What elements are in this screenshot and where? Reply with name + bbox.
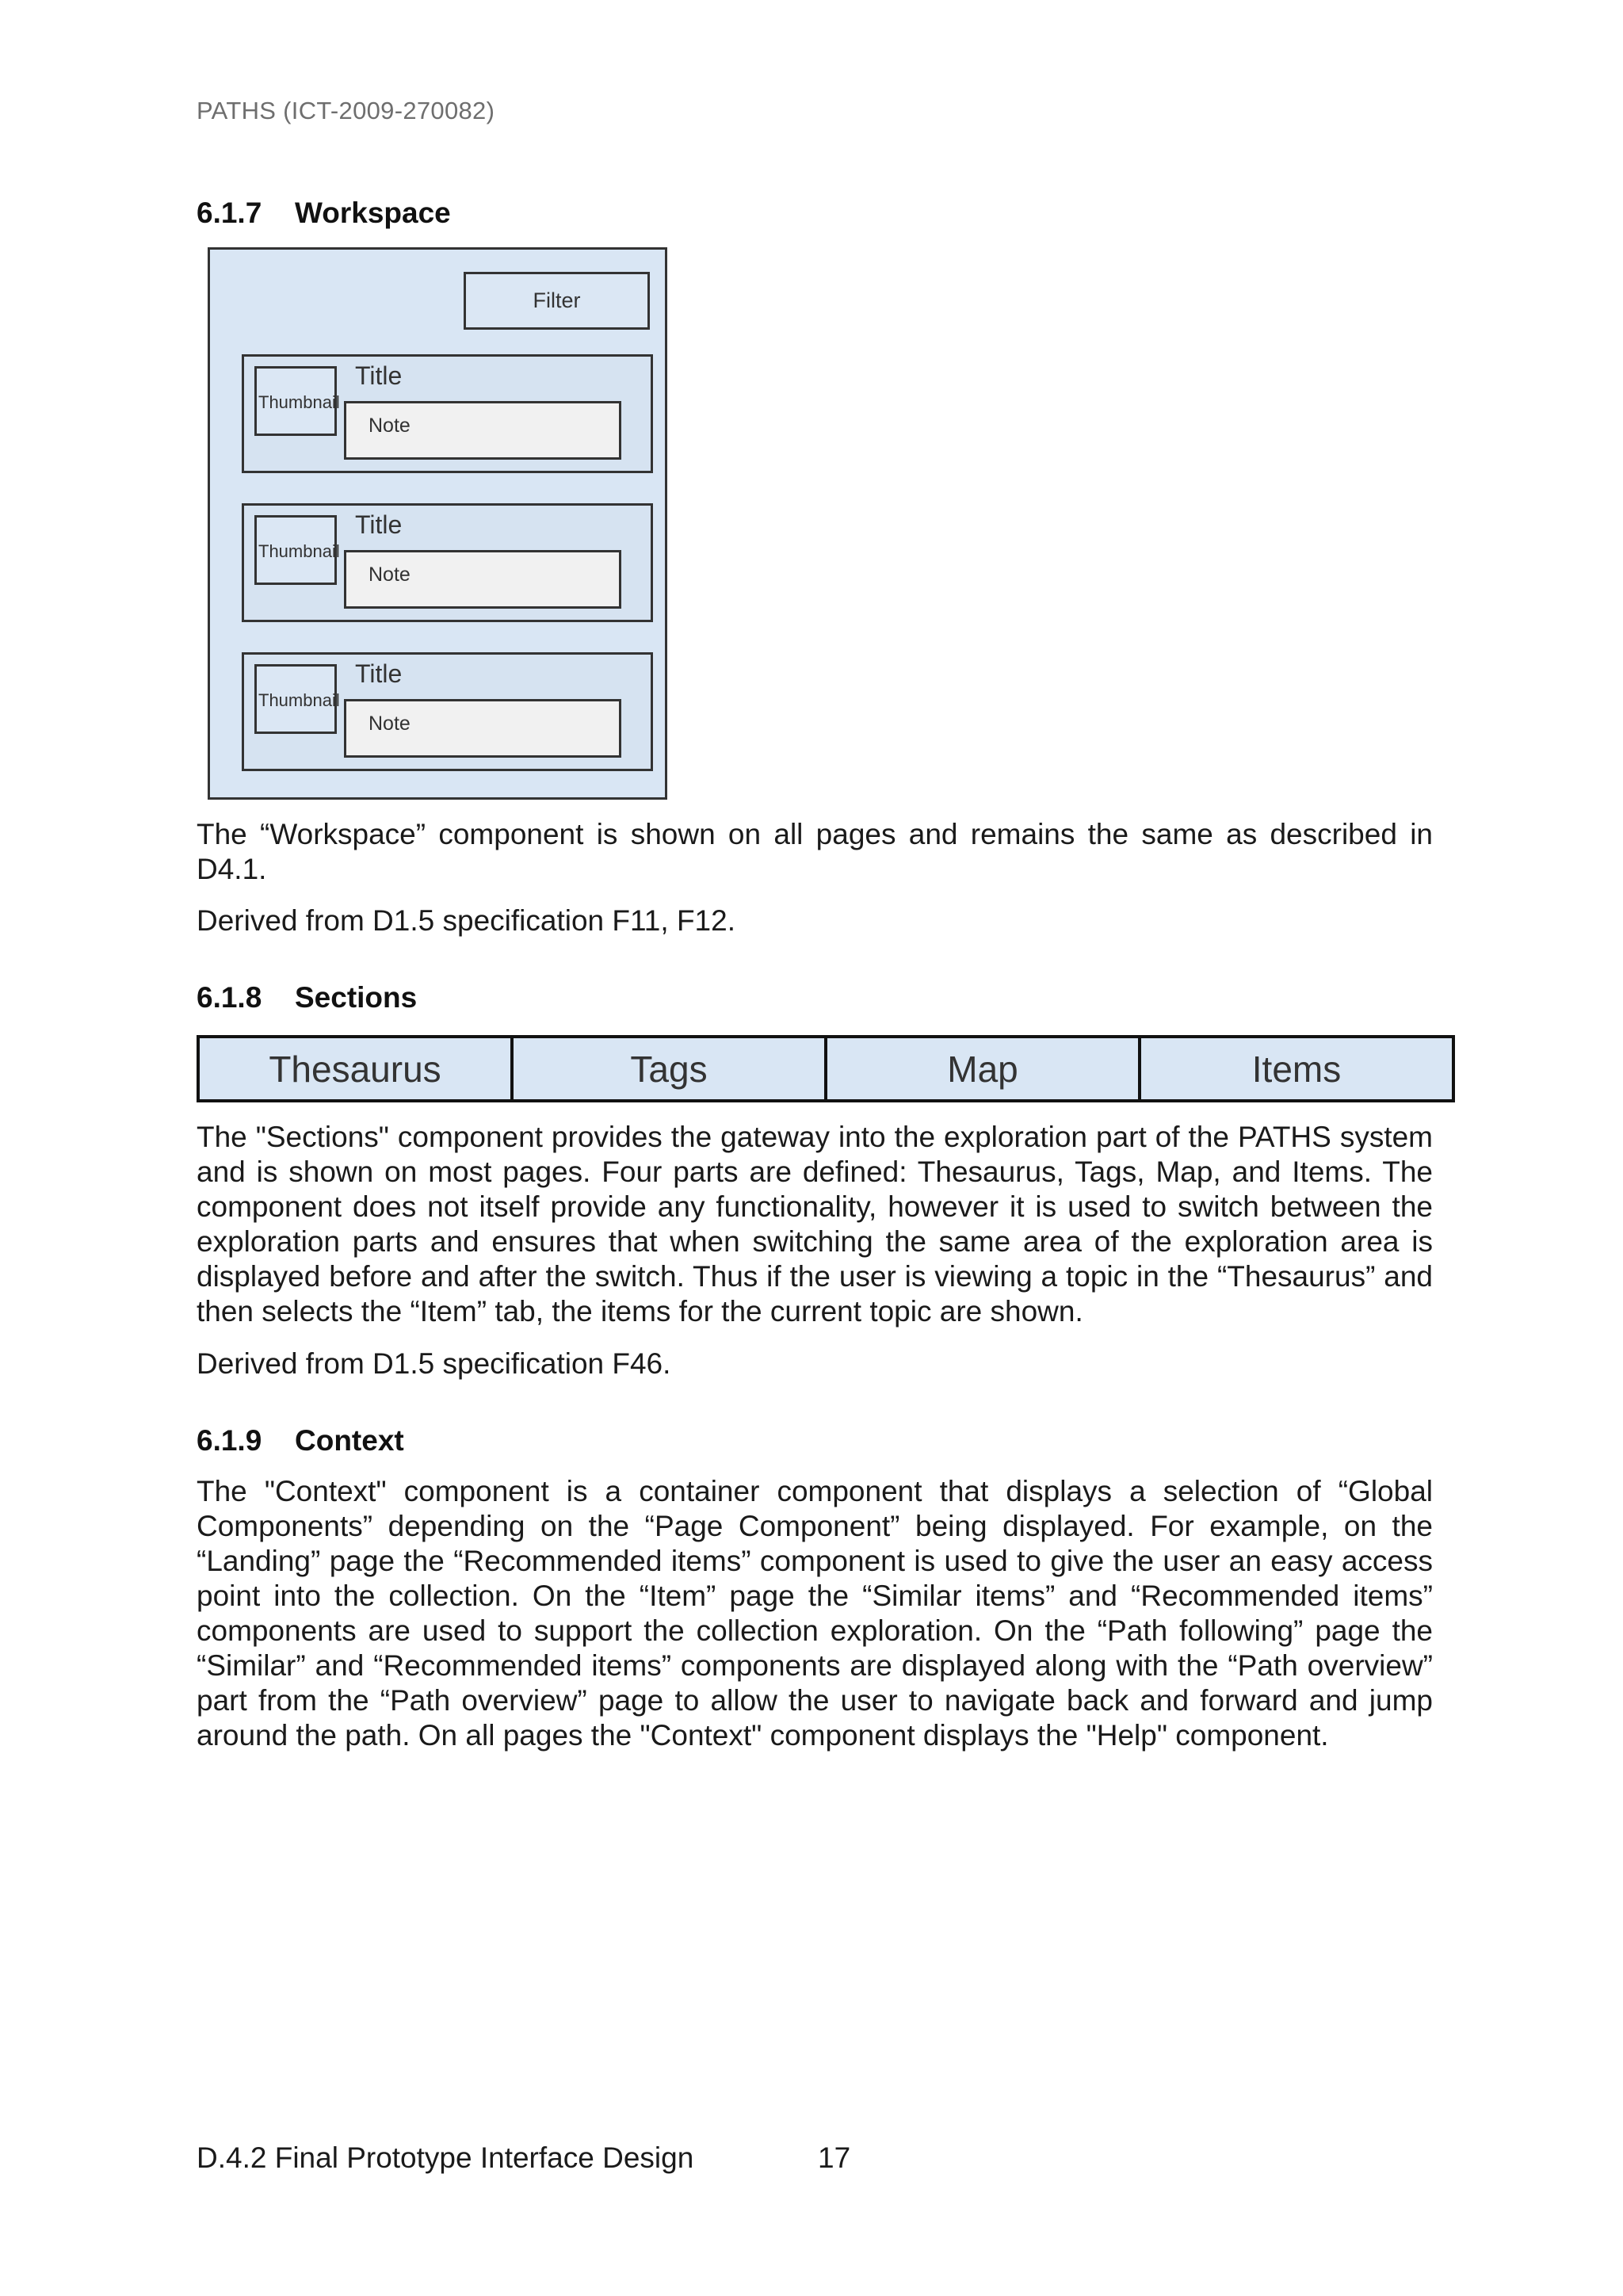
tab-thesaurus: Thesaurus	[200, 1038, 514, 1099]
tab-tags: Tags	[514, 1038, 827, 1099]
item-note: Note	[344, 401, 621, 460]
tab-items: Items	[1251, 1048, 1342, 1090]
thumbnail: Thumbnail	[254, 664, 337, 734]
sections-tabs	[197, 1035, 1455, 1102]
heading-context	[197, 1424, 404, 1457]
workspace-item	[242, 354, 653, 473]
paragraph: The “Workspace” component is shown on all pages and remains the same as described in D4.1.	[197, 818, 1433, 885]
heading-workspace	[197, 197, 451, 230]
item-title: Title	[355, 361, 403, 390]
paragraph: Derived from D1.5 specification F46.	[197, 1347, 671, 1380]
paragraph: Derived from D1.5 specification F11, F12.	[197, 904, 735, 937]
heading-sections	[197, 981, 417, 1014]
thumbnail: Thumbnail	[254, 366, 337, 436]
footer-title: D.4.2 Final Prototype Interface Design	[197, 2141, 694, 2174]
heading-title: Sections	[295, 981, 418, 1014]
item-note: Note	[344, 550, 621, 609]
paragraph: The "Context" component is a container component that displays a selection of “Global Components” depending on the “Page Component” being displayed. For example, on the “Landing” page the “Recommended items” component is used to give the user an easy access point into the collection. On the “Item” page the “Similar items” and “Recommended items” components are used to support the collection exploration. On the “Path following” page the “Similar” and “Recommended items” components are displayed along with the “Path overview” part from the “Path overview” page to allow the user to navigate back and forward and jump around the path. On all pages the "Context" component displays the "Help" component.	[197, 1475, 1433, 1752]
workspace-figure	[208, 247, 667, 800]
item-note: Note	[344, 699, 621, 758]
heading-number: 6.1.8	[197, 981, 262, 1014]
running-header: PATHS (ICT-2009-270082)	[197, 97, 495, 124]
heading-number: 6.1.9	[197, 1424, 262, 1457]
heading-title: Context	[295, 1424, 404, 1457]
heading-number: 6.1.7	[197, 197, 262, 229]
item-title: Title	[355, 659, 403, 688]
page-number: 17	[818, 2141, 851, 2174]
workspace-item	[242, 503, 653, 622]
tab-map: Map	[827, 1038, 1141, 1099]
heading-title: Workspace	[295, 197, 451, 229]
thumbnail: Thumbnail	[254, 515, 337, 585]
item-title: Title	[355, 510, 403, 539]
filter-button: Filter	[464, 272, 650, 330]
paragraph: The "Sections" component provides the gateway into the exploration part of the PATHS system and is shown on most pages. Four parts are defined: Thesaurus, Tags, Map, and Items. The component does not itself provide any functionality, however it is used to switch between the exploration parts and ensures that when switching the same area of the exploration area is displayed before and after the switch. Thus if the user is viewing a topic in the “Thesaurus” and then selects the “Item” tab, the items for the current topic are shown.	[197, 1121, 1433, 1328]
workspace-item	[242, 652, 653, 771]
